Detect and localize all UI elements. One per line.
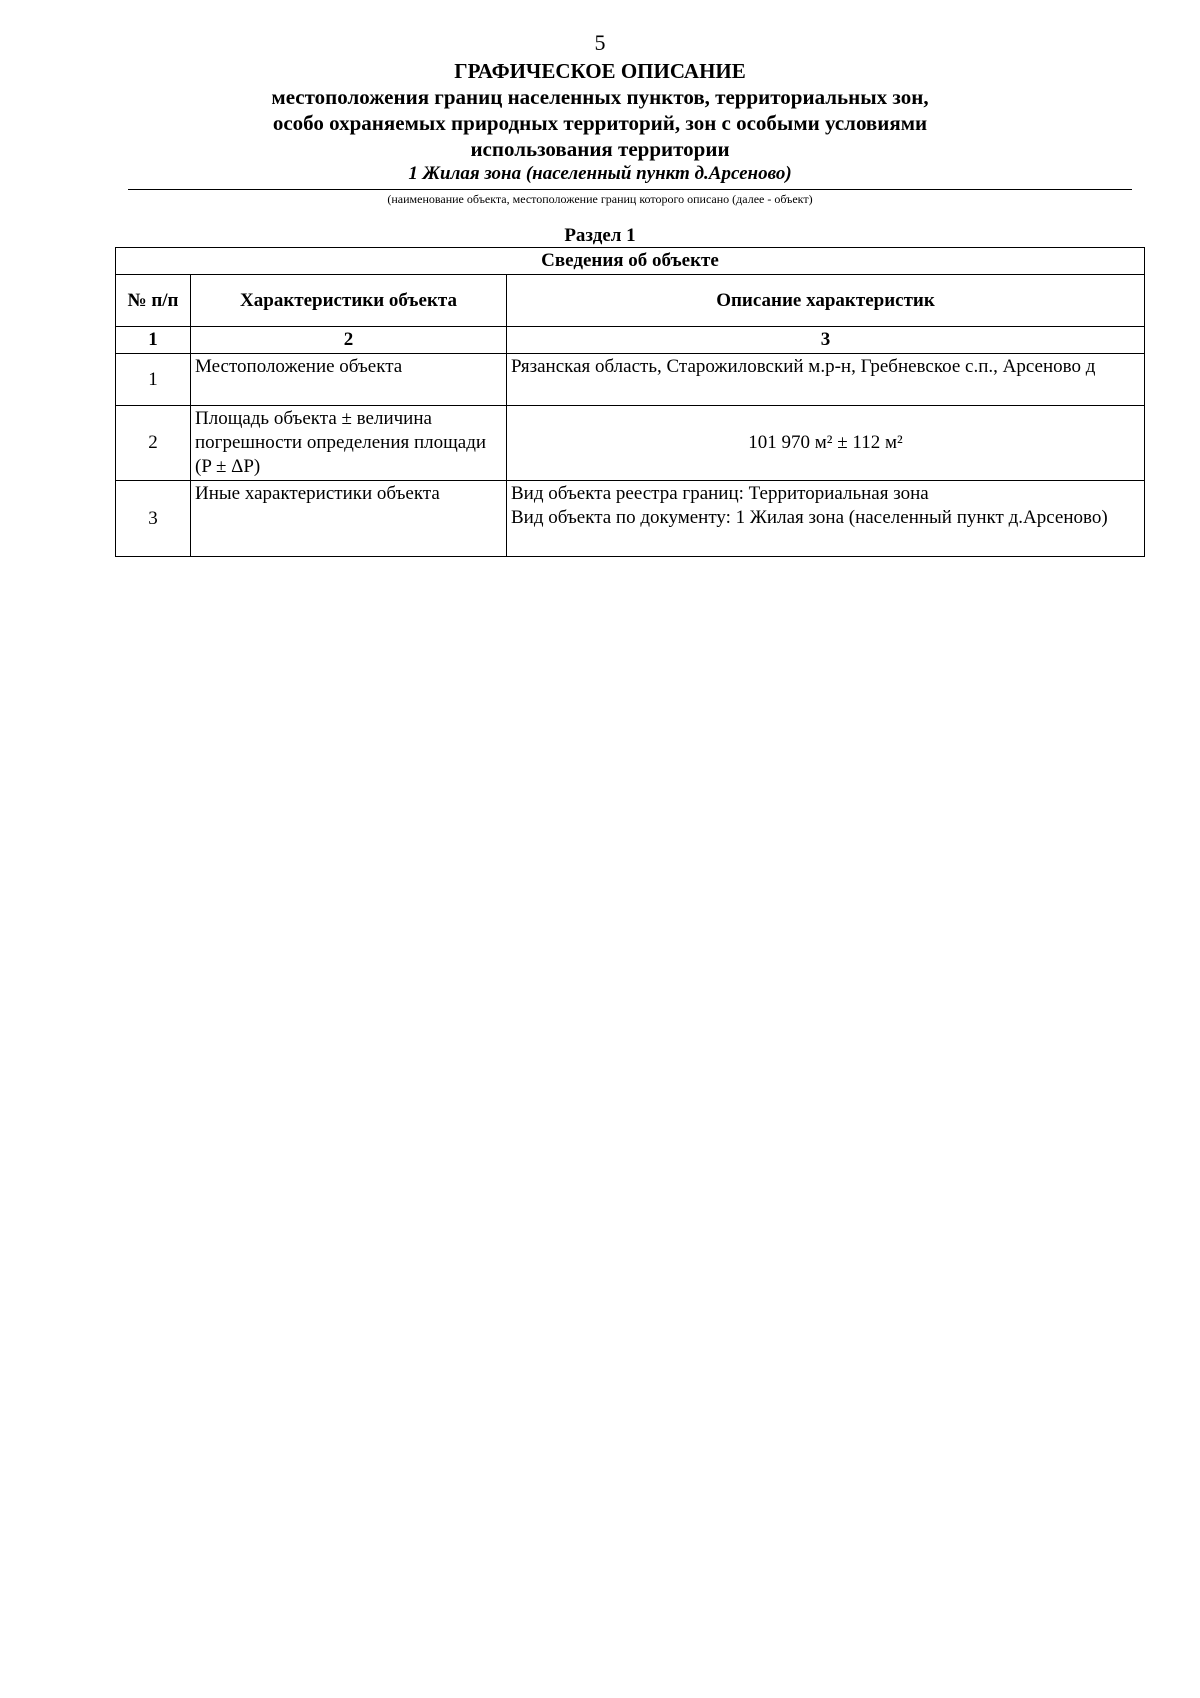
row-description: 101 970 м² ± 112 м²: [507, 406, 1145, 481]
row-characteristic: Местоположение объекта: [191, 354, 507, 406]
table-row: [116, 354, 1145, 406]
row-number: 2: [116, 406, 191, 481]
column-header-number: № п/п: [116, 275, 191, 327]
column-number: 1: [116, 327, 191, 354]
row-characteristic: Площадь объекта ± величина погрешности определения площади (P ± ΔP): [191, 406, 507, 481]
table-caption: Сведения об объекте: [116, 248, 1145, 275]
row-characteristic: Иные характеристики объекта: [191, 481, 507, 557]
column-number: 3: [507, 327, 1145, 354]
row-number: 3: [116, 481, 191, 557]
table-row: [116, 481, 1145, 557]
row-number: 1: [116, 354, 191, 406]
document-subtitle: местоположения границ населенных пунктов, территориальных зон, особо охраняемых природных территорий, зон с особыми условиями использования территории: [271, 85, 929, 161]
object-name-underline: [128, 189, 1132, 190]
object-name-caption: (наименование объекта, местоположение границ которого описано (далее - объект): [387, 192, 813, 206]
row-description-line: Вид объекта реестра границ: Территориальная зона: [511, 483, 929, 504]
table-row: [116, 406, 1145, 481]
table-header-row: [116, 275, 1145, 327]
column-header-characteristic: Характеристики объекта: [191, 275, 507, 327]
row-description-line: Вид объекта по документу: 1 Жилая зона (населенный пункт д.Арсеново): [511, 507, 1108, 528]
column-number-row: [116, 327, 1145, 354]
object-name: 1 Жилая зона (населенный пункт д.Арсеново): [408, 163, 792, 184]
document-header: [0, 58, 1200, 186]
table-caption-row: [116, 248, 1145, 275]
column-header-description: Описание характеристик: [507, 275, 1145, 327]
document-title: ГРАФИЧЕСКОЕ ОПИСАНИЕ: [454, 59, 746, 83]
page-number: 5: [594, 30, 606, 55]
row-description: Рязанская область, Старожиловский м.р-н, Гребневское с.п., Арсеново д: [507, 354, 1145, 406]
column-number: 2: [191, 327, 507, 354]
section-title: Раздел 1: [564, 225, 636, 246]
row-description: [507, 481, 1145, 557]
object-info-table: [115, 247, 1145, 557]
